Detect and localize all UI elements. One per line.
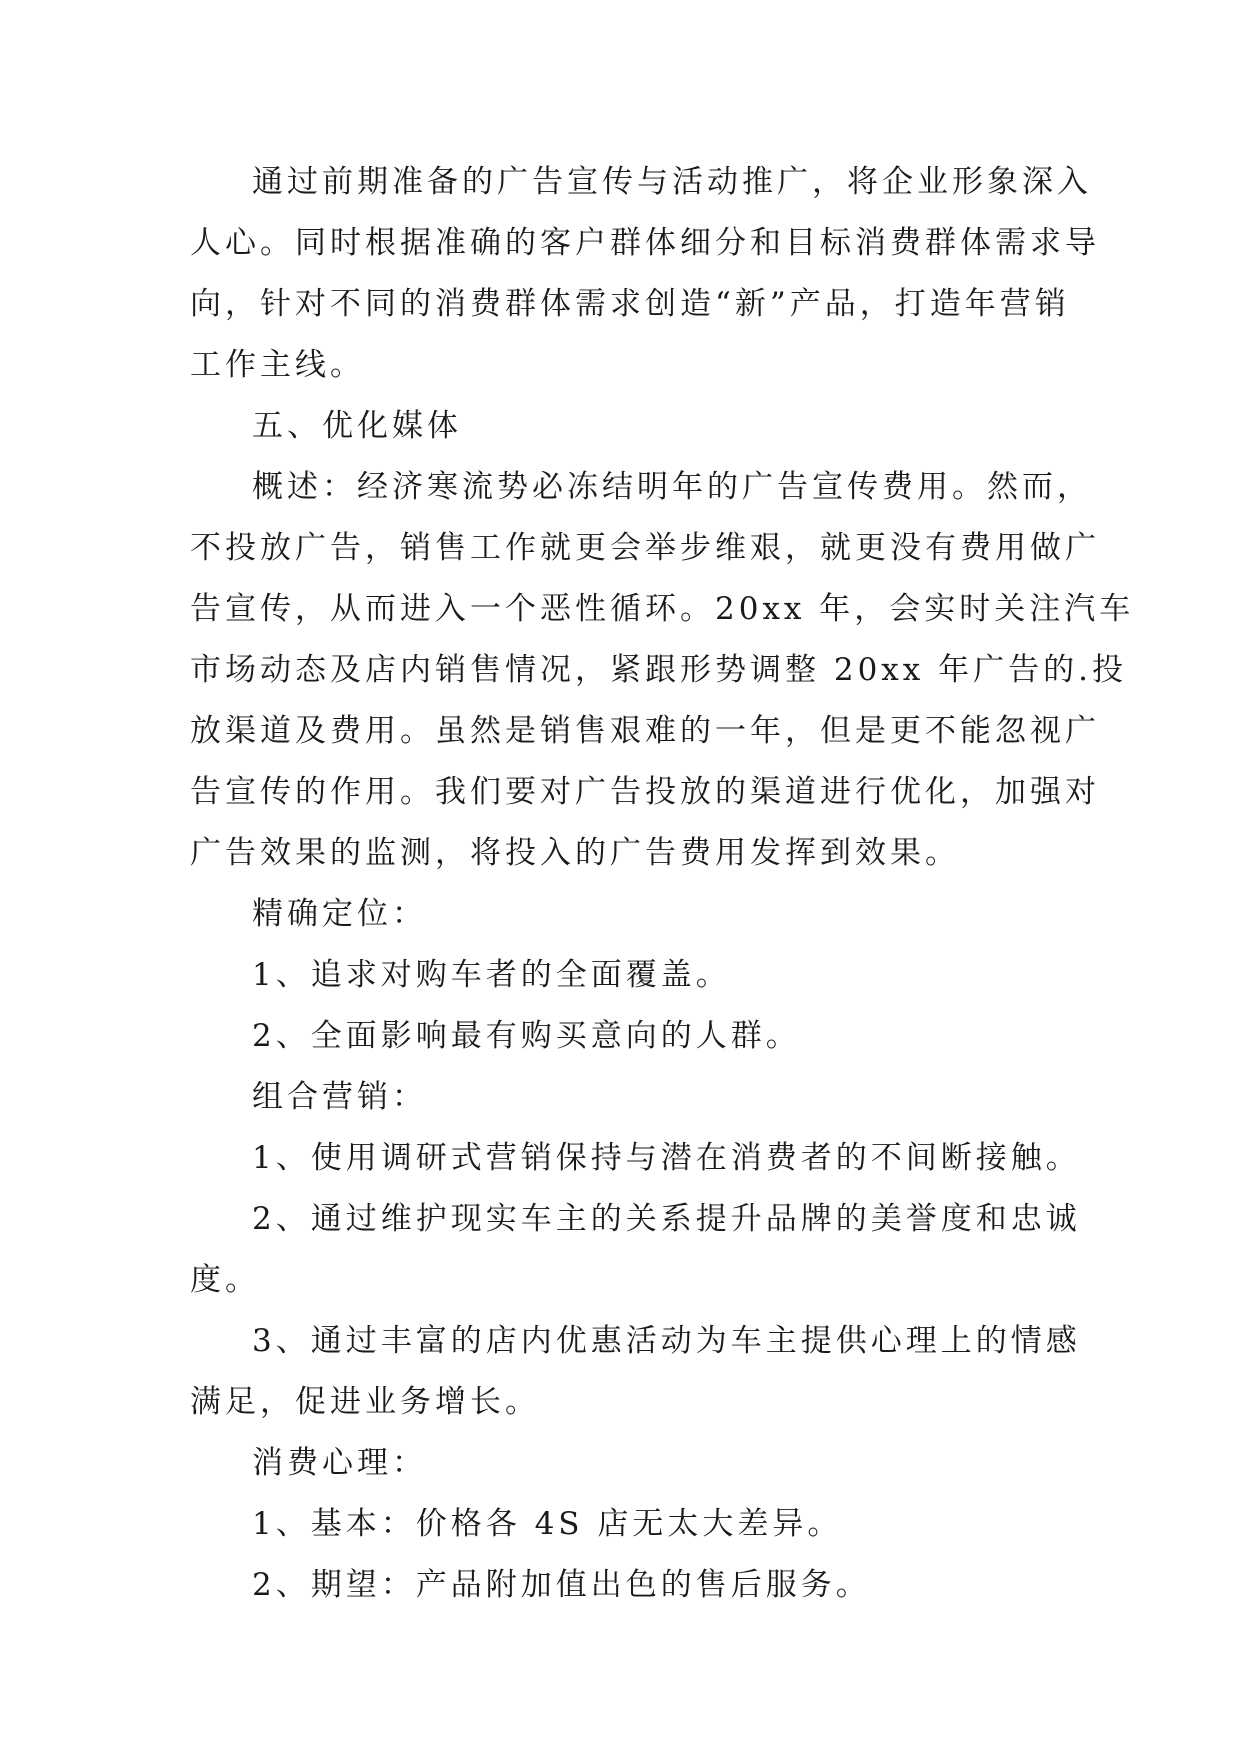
text-line: 不投放广告，销售工作就更会举步维艰，就更没有费用做广 [190,530,1100,566]
text-line: 精确定位： [252,896,427,932]
paragraph-intro [190,152,1100,396]
text-line: 3、通过丰富的店内优惠活动为车主提供心理上的情感 [252,1323,1081,1359]
text-line: 组合营销： [252,1079,427,1115]
text-line: 通过前期准备的广告宣传与活动推广，将企业形象深入 [252,164,1092,200]
text-line: 1、基本：价格各 4S 店无太大差异。 [252,1506,843,1542]
text-line: 度。 [190,1262,260,1298]
text-line: 放渠道及费用。虽然是销售艰难的一年，但是更不能忽视广 [190,713,1100,749]
text-line: 2、通过维护现实车主的关系提升品牌的美誉度和忠诚 [252,1201,1081,1237]
list-item [190,1311,1081,1433]
list-item [190,1189,1081,1311]
text-line: 市场动态及店内销售情况，紧跟形势调整 20xx 年广告的.投 [190,652,1127,688]
text-line: 满足，促进业务增长。 [190,1384,540,1420]
list-item [190,1494,1050,1555]
text-line: 告宣传，从而进入一个恶性循环。20xx 年，会实时关注汽车 [190,591,1135,627]
subheading-positioning [190,884,1050,945]
text-line: 工作主线。 [190,347,365,383]
section-heading [190,396,1050,457]
text-line: 向，针对不同的消费群体需求创造“新”产品，打造年营销 [190,286,1070,322]
list-item [190,1006,1050,1067]
text-line: 概述：经济寒流势必冻结明年的广告宣传费用。然而， [252,469,1092,505]
paragraph-overview [190,457,1135,884]
text-line: 2、期望：产品附加值出色的售后服务。 [252,1567,871,1603]
text-line: 告宣传的作用。我们要对广告投放的渠道进行优化，加强对 [190,774,1100,810]
text-line: 人心。同时根据准确的客户群体细分和目标消费群体需求导 [190,225,1100,261]
document-body [190,152,1135,1616]
text-line: 2、全面影响最有购买意向的人群。 [252,1018,801,1054]
text-line: 1、使用调研式营销保持与潜在消费者的不间断接触。 [252,1140,1081,1176]
list-item [190,945,1050,1006]
text-line: 消费心理： [252,1445,427,1481]
list-item [190,1128,1081,1189]
text-line: 1、追求对购车者的全面覆盖。 [252,957,731,993]
list-item [190,1555,1050,1616]
text-line: 广告效果的监测，将投入的广告费用发挥到效果。 [190,835,960,871]
subheading-marketing [190,1067,1050,1128]
heading-text: 五、优化媒体 [252,408,462,444]
subheading-psychology [190,1433,1050,1494]
